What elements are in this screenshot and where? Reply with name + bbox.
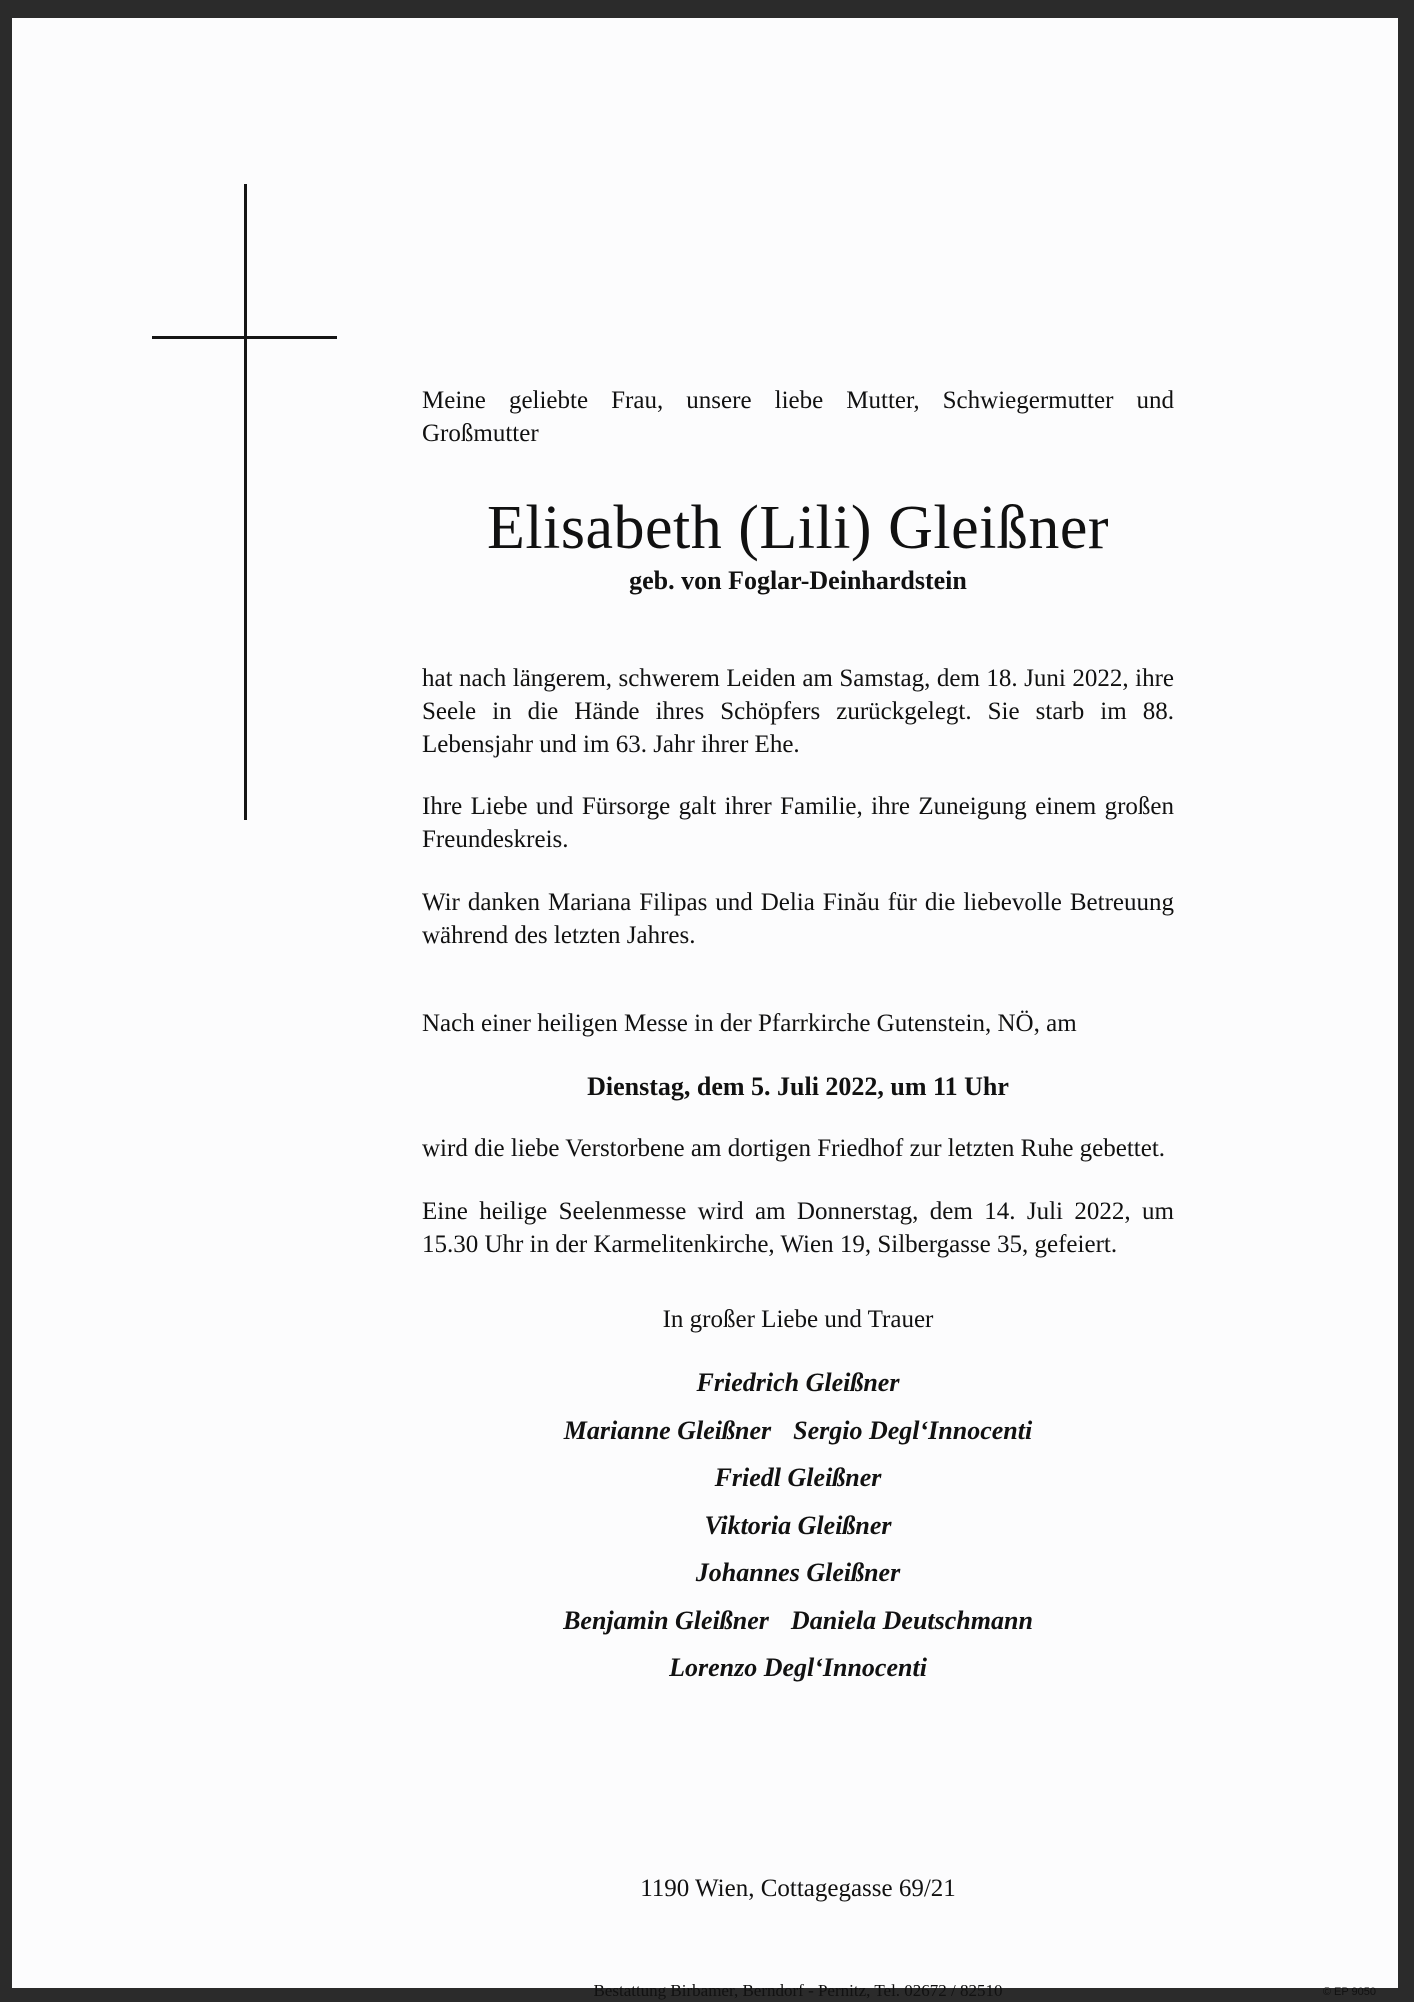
- closing-phrase: In großer Liebe und Trauer: [662, 1306, 934, 1333]
- paragraph-requiem: Eine heilige Seelenmesse wird am Donnerstag, dem 14. Juli 2022, um 15.30 Uhr in der Karmelitenkirche, Wien 19, Silbergasse 35, gefeiert.: [422, 1198, 1174, 1258]
- paragraph-burial: wird die liebe Verstorbene am dortigen Friedhof zur letzten Ruhe gebettet.: [422, 1135, 1166, 1162]
- funeral-date: Dienstag, dem 5. Juli 2022, um 11 Uhr: [587, 1072, 1009, 1101]
- mourner-line: [422, 1644, 1174, 1692]
- paragraph-thanks: Wir danken Mariana Filipas und Delia Finău für die liebevolle Betreuung während des letzten Jahres.: [422, 889, 1174, 949]
- mourner-line: [422, 1454, 1174, 1502]
- intro-text: Meine geliebte Frau, unsere liebe Mutter, Schwiegermutter und Großmutter: [422, 387, 1174, 447]
- mourner-name: Friedrich Gleißner: [696, 1368, 900, 1397]
- print-code: © EP 9050: [1322, 1986, 1376, 1998]
- mourner-line: [422, 1502, 1174, 1550]
- birth-name: geb. von Foglar-Deinhardstein: [629, 566, 967, 595]
- cross-vertical-bar: [244, 184, 247, 820]
- mourner-name: Sergio Degl‘Innocenti: [793, 1415, 1033, 1445]
- undertaker-footer: Bestattung Birbamer, Berndorf - Pernitz, Tel. 02672 / 82510: [593, 1981, 1003, 2000]
- family-address: 1190 Wien, Cottagegasse 69/21: [640, 1875, 956, 1902]
- mourner-line: [422, 1359, 1174, 1407]
- paragraph-mass: Nach einer heiligen Messe in der Pfarrkirche Gutenstein, NÖ, am: [422, 1010, 1077, 1037]
- mourner-name: Friedl Gleißner: [714, 1463, 882, 1492]
- mourner-line: [422, 1549, 1174, 1597]
- paragraph-passing: hat nach längerem, schwerem Leiden am Samstag, dem 18. Juni 2022, ihre Seele in die Hände ihres Schöpfers zurückgelegt. Sie starb im 88. Lebensjahr und im 63. Jahr ihrer Ehe.: [422, 665, 1174, 758]
- mourner-name: Marianne Gleißner: [563, 1415, 772, 1445]
- deceased-name: Elisabeth (Lili) Gleißner: [487, 494, 1109, 562]
- mourner-name: Daniela Deutschmann: [790, 1605, 1033, 1635]
- mourner-name: Lorenzo Degl‘Innocenti: [669, 1653, 927, 1682]
- mourner-line: [422, 1597, 1174, 1645]
- mourner-name: Benjamin Gleißner: [563, 1605, 769, 1635]
- cross-horizontal-bar: [152, 336, 337, 339]
- mourner-name: Johannes Gleißner: [695, 1558, 901, 1587]
- mourners-list: [422, 1359, 1174, 1692]
- mourner-name: Viktoria Gleißner: [704, 1510, 892, 1540]
- mourner-line: [422, 1407, 1174, 1455]
- paragraph-love: Ihre Liebe und Fürsorge galt ihrer Familie, ihre Zuneigung einem großen Freundeskreis.: [422, 793, 1174, 853]
- notice-content: [422, 384, 1174, 1692]
